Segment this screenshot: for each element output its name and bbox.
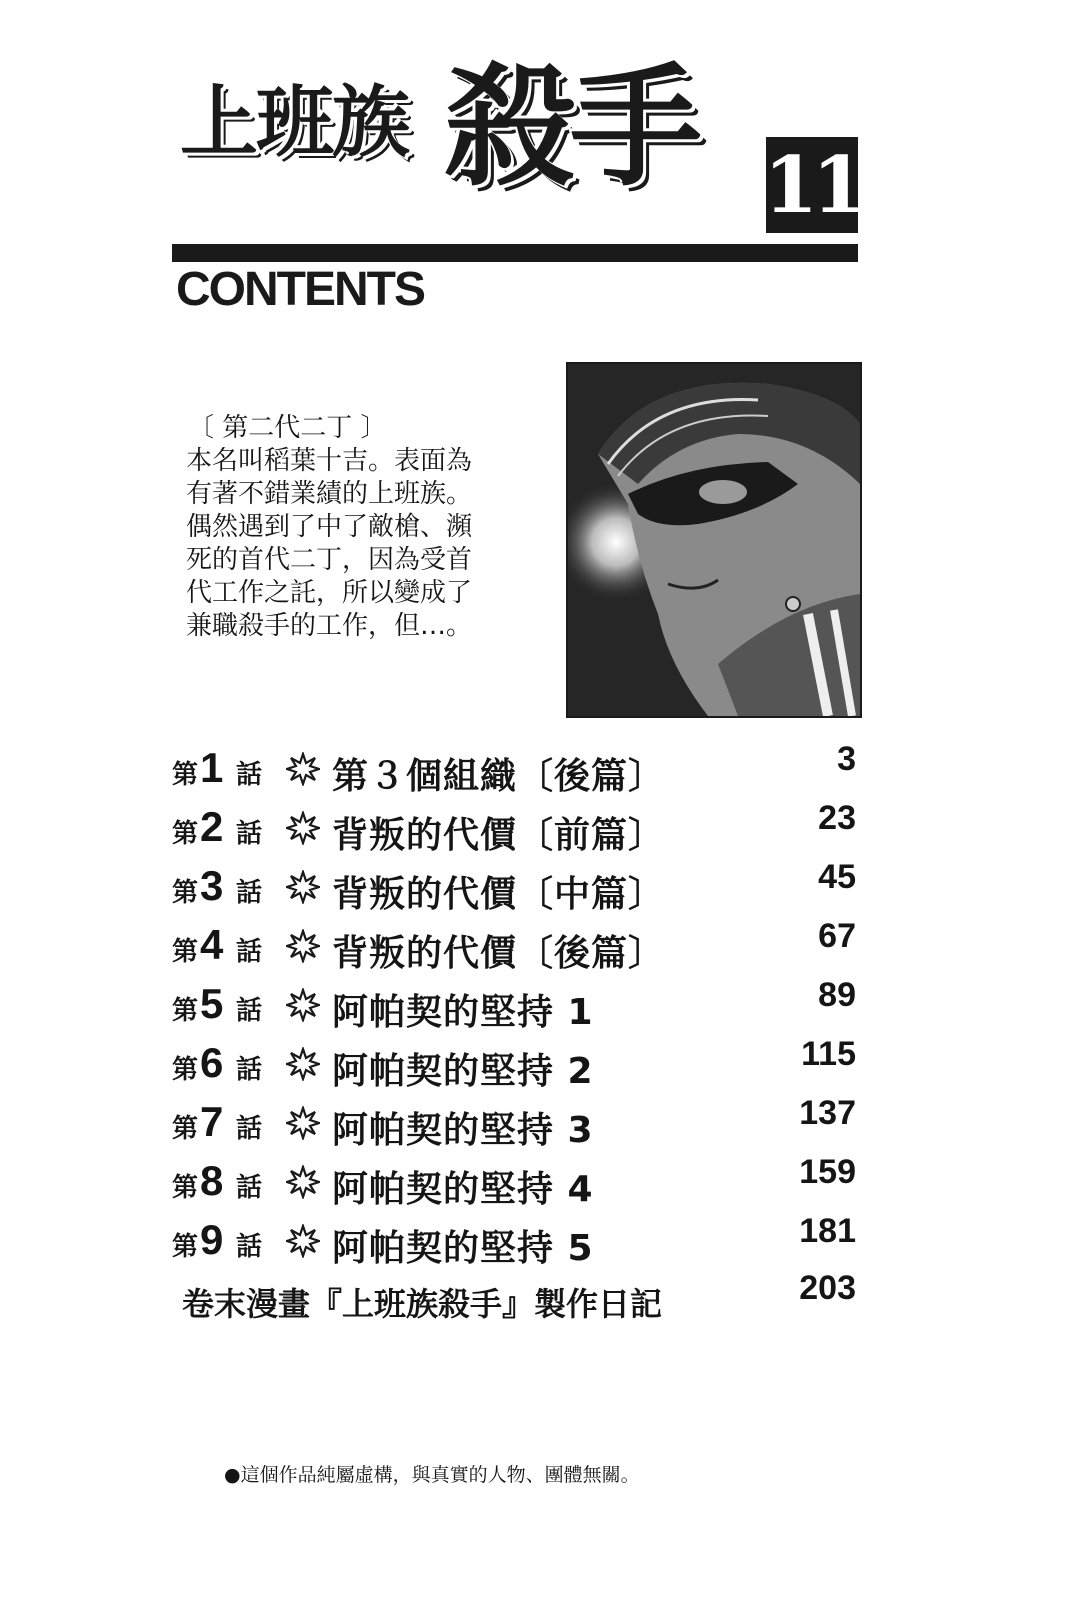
star-bullet-icon [286, 752, 320, 786]
toc-row[interactable] [172, 1153, 862, 1220]
page-number: 115 [801, 1035, 856, 1073]
series-title-part-1: 上班族 [180, 78, 409, 168]
description-line: 兼職殺手的工作，但…。 [186, 611, 473, 641]
description-line: 代工作之託，所以變成了 [186, 578, 473, 608]
description-line: 有著不錯業績的上班族。 [186, 479, 473, 509]
toc-row[interactable] [172, 799, 862, 866]
chapter-suffix: 話 [236, 1173, 263, 1203]
star-bullet-icon [286, 870, 320, 904]
series-title-part-2: 殺手 [444, 51, 696, 205]
star-bullet-icon [286, 811, 320, 845]
chapter-number: 7 [200, 1098, 224, 1145]
disclaimer: ●這個作品純屬虛構，與真實的人物、團體無關。 [224, 1464, 640, 1486]
star-bullet-icon [286, 1106, 320, 1140]
chapter-suffix: 話 [236, 760, 263, 790]
character-portrait [566, 362, 862, 718]
toc-row[interactable] [172, 1212, 862, 1279]
chapter-prefix: 第 [172, 996, 199, 1026]
chapter-number: 5 [200, 980, 224, 1027]
chapter-suffix: 話 [236, 996, 263, 1026]
chapter-prefix: 第 [172, 760, 199, 790]
chapter-number: 6 [200, 1039, 224, 1086]
chapter-number: 4 [200, 921, 224, 968]
chapter-prefix: 第 [172, 819, 199, 849]
chapter-number: 2 [200, 803, 224, 850]
toc-row[interactable] [172, 740, 862, 807]
page-number: 159 [799, 1153, 856, 1191]
star-bullet-icon [286, 1224, 320, 1258]
toc-row[interactable] [172, 858, 862, 925]
chapter-title: 阿帕契的堅持 4 [332, 1169, 594, 1210]
chapter-prefix: 第 [172, 1055, 199, 1085]
toc-row[interactable] [172, 976, 862, 1043]
page-number: 45 [818, 858, 856, 896]
chapter-number: 3 [200, 862, 224, 909]
chapter-suffix: 話 [236, 937, 263, 967]
character-description [186, 412, 566, 643]
toc-row[interactable] [172, 917, 862, 984]
chapter-prefix: 第 [172, 1173, 199, 1203]
toc-row[interactable] [172, 1094, 862, 1161]
chapter-title: 阿帕契的堅持 1 [332, 992, 594, 1033]
chapter-title: 阿帕契的堅持 5 [332, 1228, 594, 1269]
header-rule [172, 244, 858, 262]
star-bullet-icon [286, 988, 320, 1022]
toc-extra-row[interactable] [172, 1269, 862, 1335]
chapter-suffix: 話 [236, 1055, 263, 1085]
series-title [180, 51, 740, 232]
star-bullet-icon [286, 1165, 320, 1199]
character-name: 〔 第二代二丁 〕 [188, 413, 387, 443]
chapter-prefix: 第 [172, 1232, 199, 1262]
page-number: 89 [818, 976, 856, 1014]
contents-heading: CONTENTS [176, 263, 424, 316]
chapter-prefix: 第 [172, 1114, 199, 1144]
volume-number: 11 [766, 137, 858, 233]
description-line: 本名叫稻葉十吉。表面為 [186, 446, 473, 476]
page-number: 67 [818, 917, 856, 955]
chapter-suffix: 話 [236, 1232, 263, 1262]
chapter-title: 第３個組織〔後篇〕 [332, 756, 666, 797]
chapter-suffix: 話 [236, 1114, 263, 1144]
chapter-suffix: 話 [236, 819, 263, 849]
chapter-number: 9 [200, 1216, 224, 1263]
page-number: 3 [837, 740, 856, 778]
page-number: 181 [799, 1212, 856, 1250]
chapter-title: 阿帕契的堅持 3 [332, 1110, 594, 1151]
chapter-title: 背叛的代價〔前篇〕 [332, 815, 666, 856]
extra-title: 卷末漫畫『上班族殺手』製作日記 [182, 1285, 663, 1323]
page-number: 137 [799, 1094, 856, 1132]
description-line: 死的首代二丁，因為受首 [186, 545, 473, 575]
chapter-number: 1 [200, 744, 224, 791]
portrait-illustration [568, 364, 860, 716]
star-bullet-icon [286, 1047, 320, 1081]
chapter-title: 背叛的代價〔後篇〕 [332, 933, 666, 974]
chapter-title: 阿帕契的堅持 2 [332, 1051, 594, 1092]
description-line: 偶然遇到了中了敵槍、瀕 [186, 512, 473, 542]
star-bullet-icon [286, 929, 320, 963]
table-of-contents [172, 740, 862, 1335]
chapter-suffix: 話 [236, 878, 263, 908]
chapter-prefix: 第 [172, 937, 199, 967]
page-number: 23 [818, 799, 856, 837]
chapter-number: 8 [200, 1157, 224, 1204]
toc-row[interactable] [172, 1035, 862, 1102]
chapter-title: 背叛的代價〔中篇〕 [332, 874, 666, 915]
chapter-prefix: 第 [172, 878, 199, 908]
page-number: 203 [799, 1269, 856, 1307]
